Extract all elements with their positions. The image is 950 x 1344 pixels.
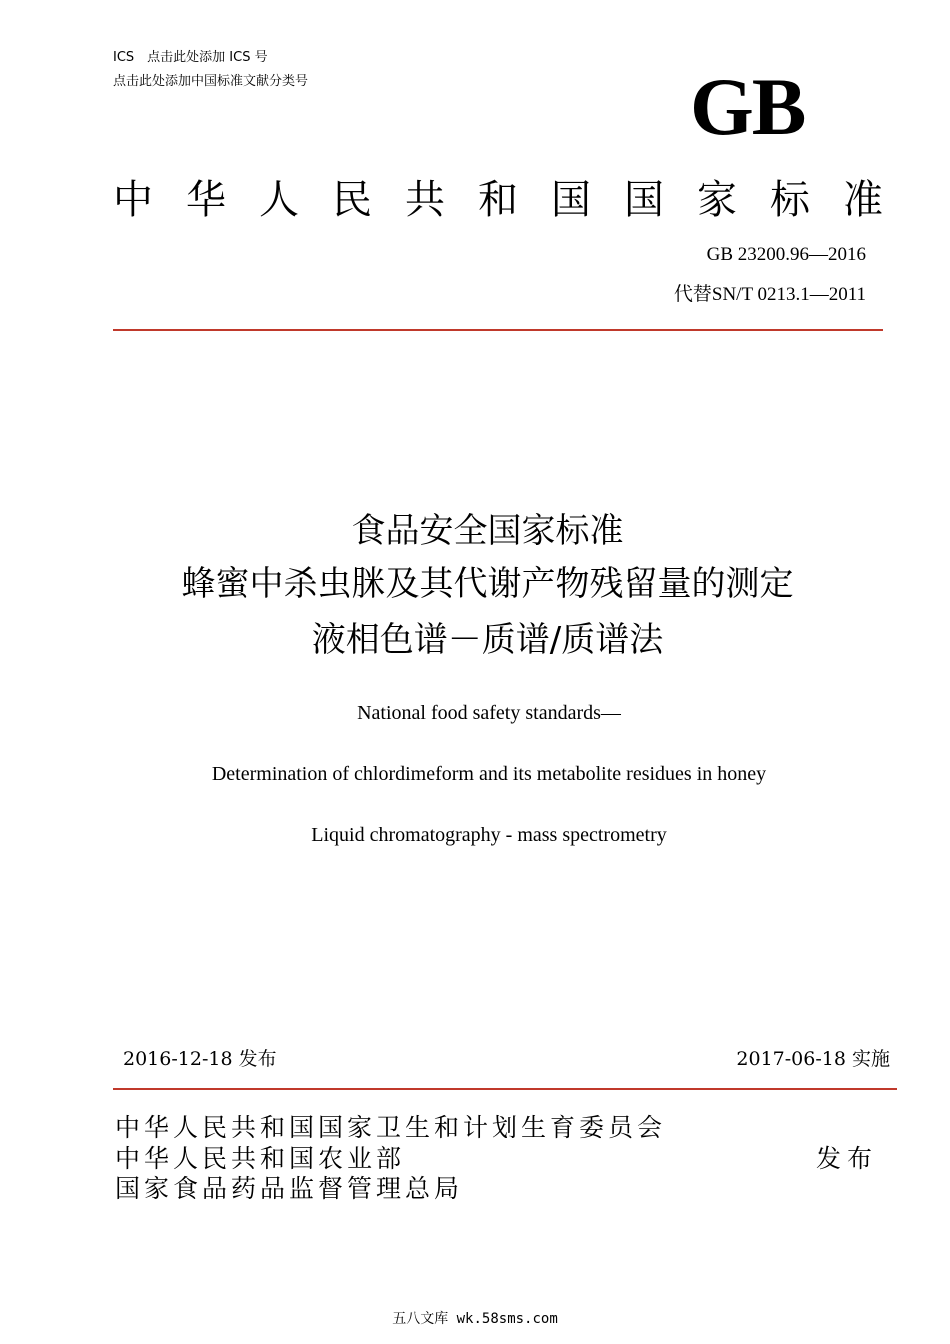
heading-char: 民: [332, 177, 372, 223]
chinese-title-line-3: 液相色谱－质谱/质谱法: [311, 620, 664, 660]
english-title-line-2: Determination of chlordimeform and its metabolite residues in honey: [211, 763, 767, 785]
issue-date: 2016-12-18 发布: [123, 1048, 277, 1070]
replaces-standard: 代替SN/T 0213.1—2011: [673, 284, 866, 305]
heading-char: 共: [405, 177, 445, 223]
heading-char: 标: [770, 177, 810, 223]
gb-logo: GB: [690, 61, 805, 152]
issuer-cfda: 国家食品药品监督管理总局: [115, 1174, 464, 1203]
heading-char: 人: [259, 177, 299, 223]
chinese-title-line-2: 蜂蜜中杀虫脒及其代谢产物残留量的测定: [181, 564, 794, 604]
heading-char: 国: [551, 177, 591, 223]
chinese-title-line-1: 食品安全国家标准: [351, 511, 624, 551]
heading-char: 华: [186, 177, 226, 223]
ics-number: ICS 点击此处添加 ICS 号: [113, 50, 268, 65]
bottom-divider: [113, 1088, 897, 1090]
top-divider: [113, 329, 883, 331]
heading-char: 和: [478, 177, 518, 223]
heading-char: 准: [843, 177, 883, 223]
english-title-line-3: Liquid chromatography - mass spectrometry: [311, 824, 667, 846]
ccs-classification: 点击此处添加中国标准文献分类号: [113, 74, 309, 89]
national-standard-heading: [113, 174, 883, 226]
english-title-line-1: National food safety standards—: [357, 702, 621, 724]
heading-char: 中: [113, 177, 153, 223]
implementation-date: 2017-06-18 实施: [736, 1048, 890, 1070]
issuer-nhfpc: 中华人民共和国国家卫生和计划生育委员会: [115, 1113, 667, 1142]
standard-code: GB 23200.96—2016: [706, 244, 866, 265]
issuer-moa: 中华人民共和国农业部: [115, 1144, 406, 1173]
heading-char: 国: [624, 177, 664, 223]
footer-watermark: 五八文库 wk.58sms.com: [392, 1311, 558, 1327]
heading-char: 家: [697, 177, 737, 223]
publish-label: 发布: [816, 1144, 879, 1173]
